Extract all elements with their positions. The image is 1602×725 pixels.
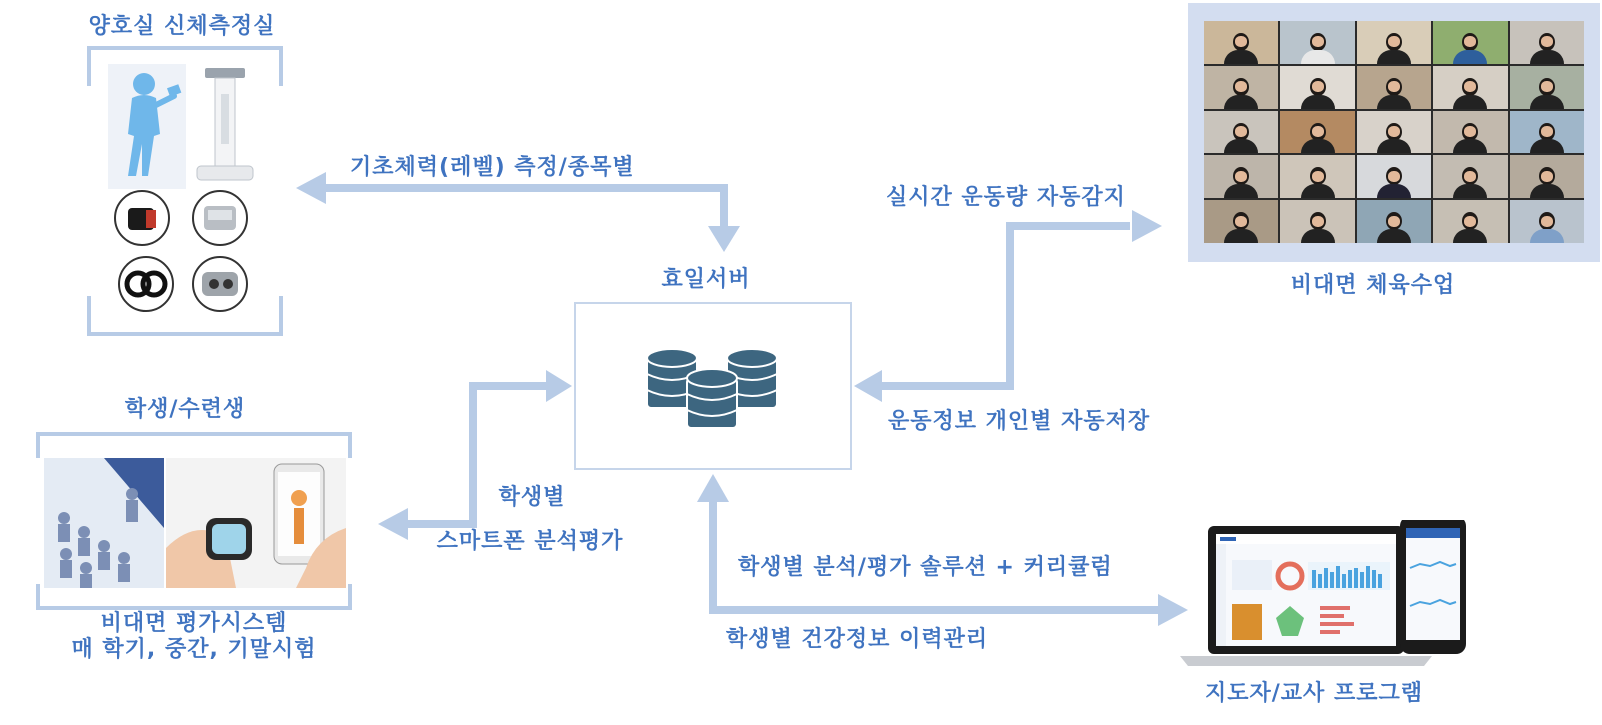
body-composition-machine-icon — [195, 68, 255, 184]
server-label: 효일서버 — [661, 267, 751, 292]
participant-tile — [1204, 155, 1278, 198]
health-room-label: 양호실 신체측정실 — [88, 14, 276, 39]
video-class-frame — [1188, 3, 1600, 262]
participant-tile — [1280, 66, 1354, 109]
participant-tile — [1433, 155, 1507, 198]
arrow-video-link — [880, 226, 1130, 386]
participant-tile — [1204, 111, 1278, 154]
participant-tile — [1510, 155, 1584, 198]
participant-tile — [1510, 66, 1584, 109]
participant-tile — [1204, 66, 1278, 109]
arrowhead-to-fitness — [296, 172, 326, 204]
classroom-illustration — [44, 458, 164, 588]
remote-eval-label-line2: 매 학기, 중간, 기말시험 — [71, 637, 317, 662]
health-history-label: 학생별 건강정보 이력관리 — [726, 627, 989, 652]
participant-tile — [1357, 21, 1431, 64]
arrowhead-to-server-left — [546, 370, 572, 402]
participant-tile — [1510, 111, 1584, 154]
participant-tile — [1510, 21, 1584, 64]
analysis-solution-label: 학생별 분석/평가 솔루션 + 커리큘럼 — [738, 555, 1113, 580]
participant-tile — [1280, 200, 1354, 243]
smartphone-eval-label: 스마트폰 분석평가 — [436, 529, 624, 554]
video-participant-grid — [1204, 21, 1584, 243]
participant-tile — [1204, 200, 1278, 243]
participant-tile — [1433, 21, 1507, 64]
device-circle-3 — [118, 256, 174, 312]
health-room-bracket-bottom — [87, 296, 283, 336]
participant-tile — [1510, 200, 1584, 243]
student-trainee-label: 학생/수련생 — [124, 397, 246, 422]
laptop-base — [1180, 656, 1432, 666]
phone-screen — [1406, 528, 1460, 640]
participant-tile — [1357, 111, 1431, 154]
realtime-detection-label: 실시간 운동량 자동감지 — [886, 185, 1126, 210]
arrowhead-to-student — [378, 508, 408, 540]
student-silhouette-icon — [108, 64, 186, 189]
remote-pe-label: 비대면 체육수업 — [1290, 273, 1456, 298]
arrowhead-to-server-right — [854, 370, 882, 402]
participant-tile — [1433, 66, 1507, 109]
participant-tile — [1433, 200, 1507, 243]
student-bracket-top — [36, 432, 352, 458]
teacher-program-label: 지도자/교사 프로그램 — [1205, 681, 1423, 706]
participant-tile — [1280, 21, 1354, 64]
teacher-program-devices — [1180, 520, 1500, 670]
basic-fitness-label: 기초체력(레벨) 측정/종목별 — [350, 155, 635, 180]
device-circle-4 — [192, 256, 248, 312]
arrowhead-to-video — [1132, 210, 1162, 242]
per-student-label: 학생별 — [498, 485, 566, 510]
arrow-fitness-link — [322, 188, 724, 233]
participant-tile — [1357, 155, 1431, 198]
participant-tile — [1204, 21, 1278, 64]
smartwatch-phone-photo — [166, 458, 346, 588]
participant-tile — [1357, 66, 1431, 109]
arrowhead-to-server-top — [708, 226, 740, 252]
participant-tile — [1280, 155, 1354, 198]
remote-eval-label-line1: 비대면 평가시스템 — [100, 611, 288, 636]
participant-tile — [1433, 111, 1507, 154]
device-circle-2 — [192, 190, 248, 246]
device-circle-1 — [114, 190, 170, 246]
participant-tile — [1357, 200, 1431, 243]
database-icon — [642, 344, 782, 434]
participant-tile — [1280, 111, 1354, 154]
exercise-autosave-label: 운동정보 개인별 자동저장 — [888, 409, 1151, 434]
arrowhead-to-server-bottom — [697, 474, 729, 502]
server-box — [574, 302, 852, 470]
